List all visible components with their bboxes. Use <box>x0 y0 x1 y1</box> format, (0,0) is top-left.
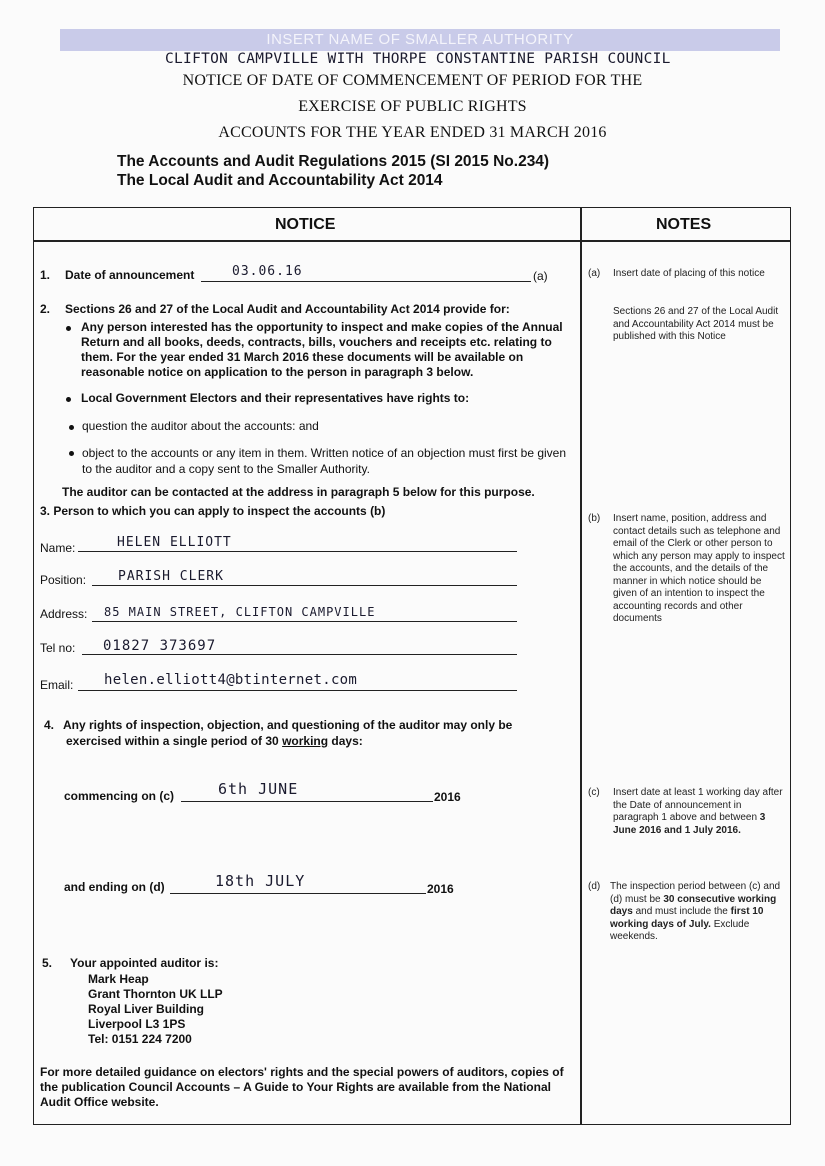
bullet-1-dot <box>66 321 74 336</box>
note-d-bold-2: first 10 working days of July. <box>610 906 764 930</box>
commencing-year: 2016 <box>434 790 461 804</box>
item-3-heading: 3. Person to which you can apply to inspect the accounts (b) <box>40 504 386 518</box>
email-value: helen.elliott4@btinternet.com <box>104 672 358 688</box>
note-c-text <box>613 787 785 837</box>
item-4-text-b-pre: exercised within a single period of 30 <box>66 734 283 748</box>
note-d-text-3: Exclude weekends. <box>610 918 750 942</box>
position-line <box>92 585 517 586</box>
position-value: PARISH CLERK <box>118 569 224 584</box>
note-c-text-plain: Insert date at least 1 working day after the Date of announcement in paragraph 1 above and between <box>613 787 783 823</box>
address-label: Address: <box>40 607 88 621</box>
ending-value: 18th JULY <box>215 872 306 890</box>
notice-column-heading: NOTICE <box>275 216 336 233</box>
item-4-text-b-post: days: <box>328 734 363 748</box>
item-5-number: 5. <box>42 956 53 970</box>
note-b-text: Insert name, position, address and contact details such as telephone and email of the Clerk or other person to which any person may apply to inspect the accounts, and the details of the manner in which notice should be given of an intention to inspect the accounting records and other documents <box>613 513 785 624</box>
email-label: Email: <box>40 678 74 692</box>
commencing-label: commencing on (c) <box>64 789 175 803</box>
auditor-line: Grant Thornton UK LLP <box>88 987 223 1001</box>
item-2-bullet-1: Any person interested has the opportunity to inspect and make copies of the Annual Return and all books, deeds, contracts, bills, vouchers and receipts etc. relating to them. For the year ended 31 March 2016 these documents will be available on reasonable notice on application to the person in paragraph 3 below. <box>81 320 563 379</box>
note-d-marker: (d) <box>588 881 601 892</box>
item-1-number: 1. <box>40 268 51 282</box>
commencing-line <box>181 801 433 802</box>
bullet-2-dot <box>66 392 79 407</box>
tel-label: Tel no: <box>40 641 76 655</box>
item-2-sub-1: question the auditor about the accounts: and <box>82 419 319 433</box>
auditor-line: Royal Liver Building <box>88 1002 205 1016</box>
note-c-marker: (c) <box>588 787 600 798</box>
item-4-text-b-underlined: working <box>282 734 329 748</box>
sub-1-dot <box>69 420 82 435</box>
ending-year: 2016 <box>427 882 454 896</box>
note-a-text: Insert date of placing of this notice <box>613 268 765 279</box>
notes-column-heading: NOTES <box>656 216 712 233</box>
regulation-1: The Accounts and Audit Regulations 2015 (SI 2015 No.234) <box>117 153 550 170</box>
auditor-line: Liverpool L3 1PS <box>88 1017 186 1031</box>
regulation-2: The Local Audit and Accountability Act 2014 <box>117 172 443 189</box>
note-c-text-bold: 3 June 2016 and 1 July 2016. <box>613 812 766 836</box>
note-a-extra: Sections 26 and 27 of the Local Audit and Accountability Act 2014 must be published with this Notice <box>613 306 779 342</box>
title-line-2: EXERCISE OF PUBLIC RIGHTS <box>298 98 527 115</box>
auditor-address <box>88 972 223 1047</box>
note-d-text-2: and must include the <box>632 906 731 917</box>
note-d-text-1: The inspection period between (c) and (d) must be <box>610 881 781 905</box>
sub-2-dot <box>69 446 82 461</box>
name-value: HELEN ELLIOTT <box>117 535 232 550</box>
item-2-sub-2: object to the accounts or any item in them. Written notice of an objection must first be given to the auditor and a copy sent to the Smaller Authority. <box>82 446 567 476</box>
address-line <box>92 621 517 622</box>
position-label: Position: <box>40 573 87 587</box>
note-a-marker: (a) <box>588 268 601 279</box>
title-line-3: ACCOUNTS FOR THE YEAR ENDED 31 MARCH 2016 <box>218 124 607 141</box>
announcement-label: Date of announcement <box>65 268 195 282</box>
tel-line <box>82 654 517 655</box>
note-b-marker: (b) <box>588 513 601 524</box>
announcement-ref: (a) <box>533 269 548 283</box>
auditor-contact-note: The auditor can be contacted at the address in paragraph 5 below for this purpose. <box>62 485 535 499</box>
email-line <box>78 690 517 691</box>
commencing-value: 6th JUNE <box>218 780 299 798</box>
column-divider <box>580 207 582 1125</box>
tel-value: 01827 373697 <box>103 638 217 654</box>
item-4-text-a: Any rights of inspection, objection, and questioning of the auditor may only be <box>63 718 513 732</box>
name-label: Name: <box>40 541 76 555</box>
announcement-date-value: 03.06.16 <box>232 264 303 279</box>
item-2-bullet-2: Local Government Electors and their representatives have rights to: <box>81 391 470 405</box>
note-d-bold-1: 30 consecutive working days <box>610 893 777 917</box>
item-2-number: 2. <box>40 302 51 316</box>
note-d-text <box>610 881 785 944</box>
name-line <box>78 551 517 552</box>
ending-label: and ending on (d) <box>64 880 165 894</box>
item-5-heading: Your appointed auditor is: <box>70 956 219 970</box>
guidance-footer: For more detailed guidance on electors' rights and the special powers of auditors, copies of the publication Council Accounts – A Guide to Your Rights are available from the National Audit Office website. <box>40 1065 564 1109</box>
item-2-intro: Sections 26 and 27 of the Local Audit and Accountability Act 2014 provide for: <box>65 302 510 316</box>
authority-name: CLIFTON CAMPVILLE WITH THORPE CONSTANTINE PARISH COUNCIL <box>165 51 671 67</box>
auditor-line: Tel: 0151 224 7200 <box>88 1032 192 1046</box>
authority-name-banner: INSERT NAME OF SMALLER AUTHORITY <box>60 29 780 51</box>
item-4-number: 4. <box>44 718 55 732</box>
address-value: 85 MAIN STREET, CLIFTON CAMPVILLE <box>104 605 376 619</box>
title-line-1: NOTICE OF DATE OF COMMENCEMENT OF PERIOD FOR THE <box>182 72 643 89</box>
announcement-line <box>201 281 531 282</box>
auditor-line: Mark Heap <box>88 972 149 986</box>
ending-line <box>170 893 426 894</box>
header-divider <box>33 240 791 242</box>
item-4-text-b <box>66 734 363 749</box>
